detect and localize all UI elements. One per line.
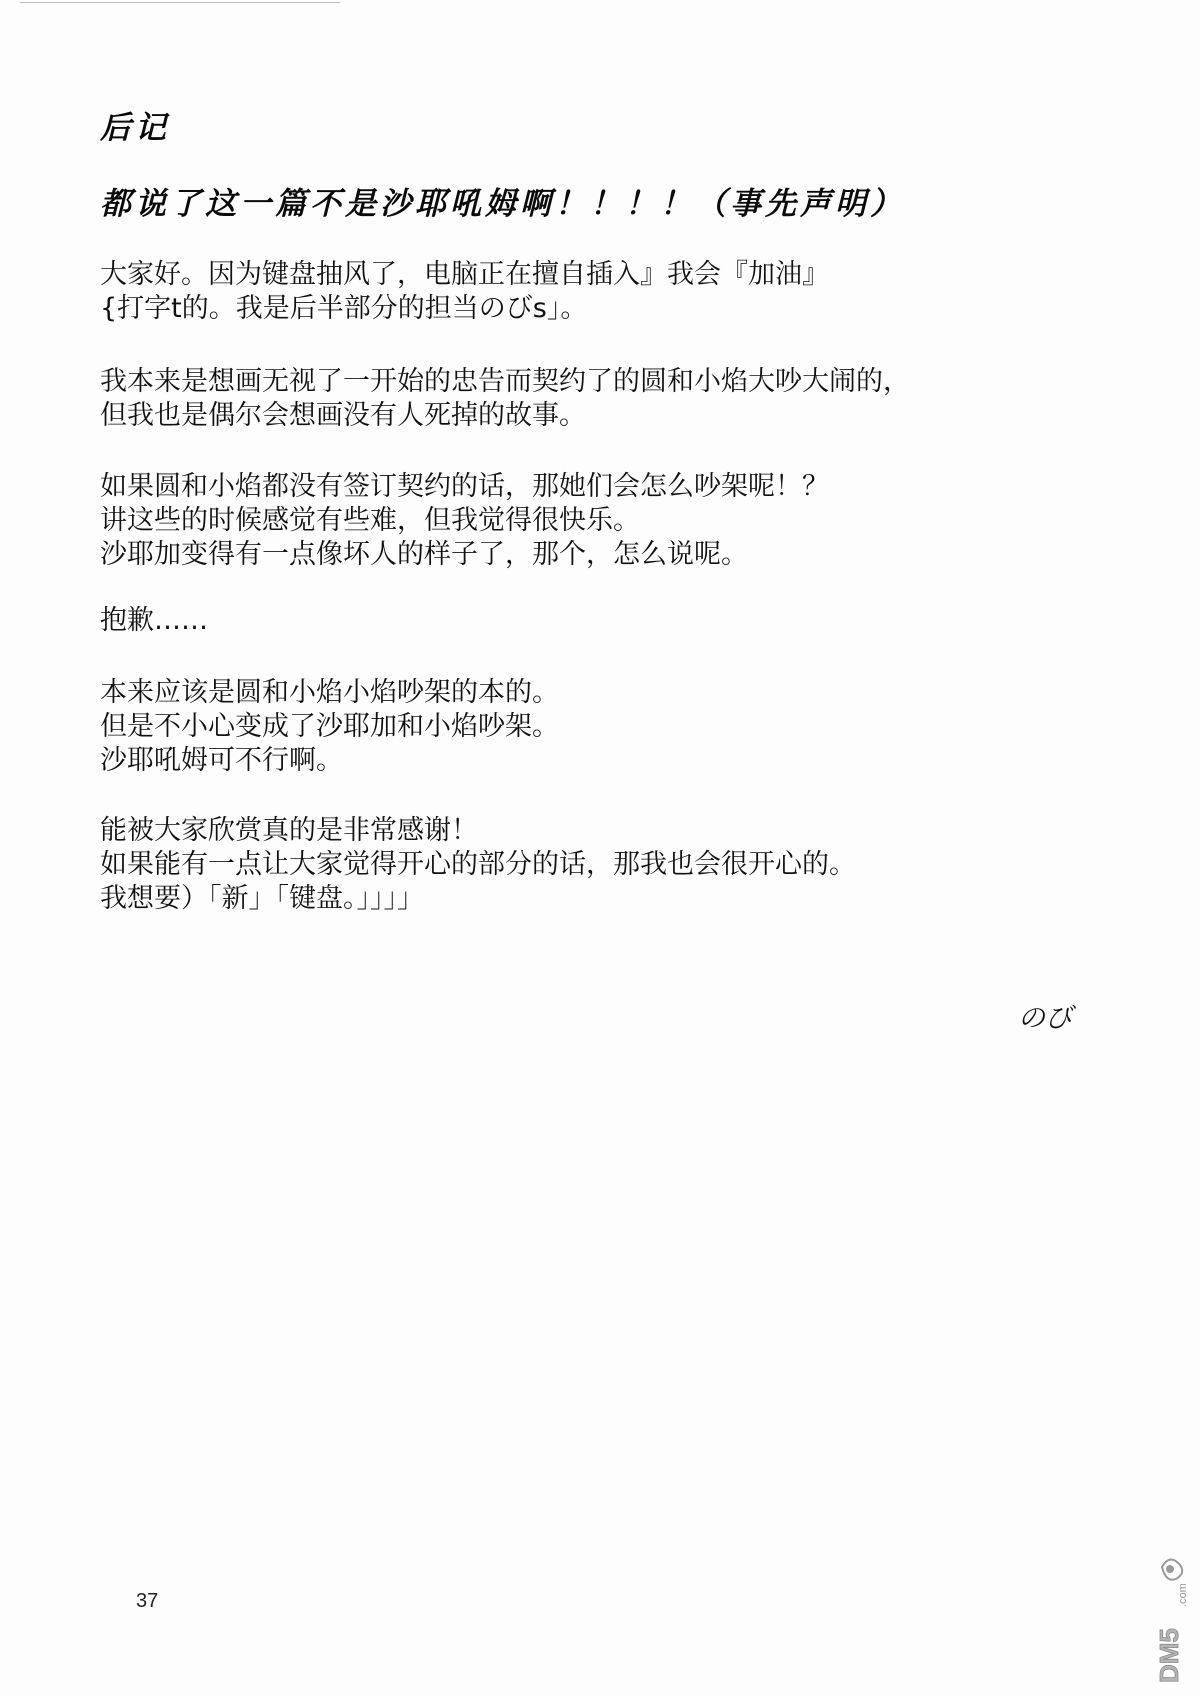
paragraph-intent xyxy=(100,365,1100,433)
text-line: 如果能有一点让大家觉得开心的部分的话，那我也会很开心的。 xyxy=(100,849,856,880)
text-line: 能被大家欣赏真的是非常感谢！ xyxy=(100,815,478,846)
paragraph-story xyxy=(100,470,1100,572)
paragraph-thanks xyxy=(100,814,1100,916)
text-line: 抱歉…… xyxy=(100,605,208,636)
page-number: 37 xyxy=(136,1590,159,1612)
svg-text:.com: .com xyxy=(1177,1583,1189,1607)
text-line: {打字t的。我是后半部分的担当のびs」。 xyxy=(100,293,588,324)
paragraph-apology xyxy=(100,604,1100,638)
text-line: 沙耶加变得有一点像坏人的样子了，那个，怎么说呢。 xyxy=(100,539,748,570)
text-line: 但是不小心变成了沙耶加和小焰吵架。 xyxy=(100,711,559,742)
author-signature: のび xyxy=(1018,1003,1072,1034)
page-subtitle: 都说了这一篇不是沙耶吼姆啊！！！！（事先声明） xyxy=(100,186,905,222)
text-line: 讲这些的时候感觉有些难，但我觉得很快乐。 xyxy=(100,505,640,536)
text-line: 沙耶吼姆可不行啊。 xyxy=(100,745,343,776)
site-watermark-logo xyxy=(1148,1545,1192,1685)
page-title: 后记 xyxy=(100,110,170,146)
text-line: 但我也是偶尔会想画没有人死掉的故事。 xyxy=(100,400,586,431)
text-line: 我本来是想画无视了一开始的忠告而契约了的圆和小焰大吵大闹的， xyxy=(100,366,910,397)
text-line: 我想要）「新」「键盘。」」」」 xyxy=(100,883,424,914)
svg-text:DM5: DM5 xyxy=(1154,1628,1184,1683)
text-line: 大家好。因为键盘抽风了，电脑正在擅自插入』我会『加油』 xyxy=(100,259,829,290)
paragraph-greeting xyxy=(100,258,1100,326)
text-line: 本来应该是圆和小焰小焰吵架的本的。 xyxy=(100,677,559,708)
scan-mark-top xyxy=(20,2,340,3)
paragraph-explanation xyxy=(100,676,1100,778)
text-line: 如果圆和小焰都没有签订契约的话，那她们会怎么吵架呢！？ xyxy=(100,471,829,502)
